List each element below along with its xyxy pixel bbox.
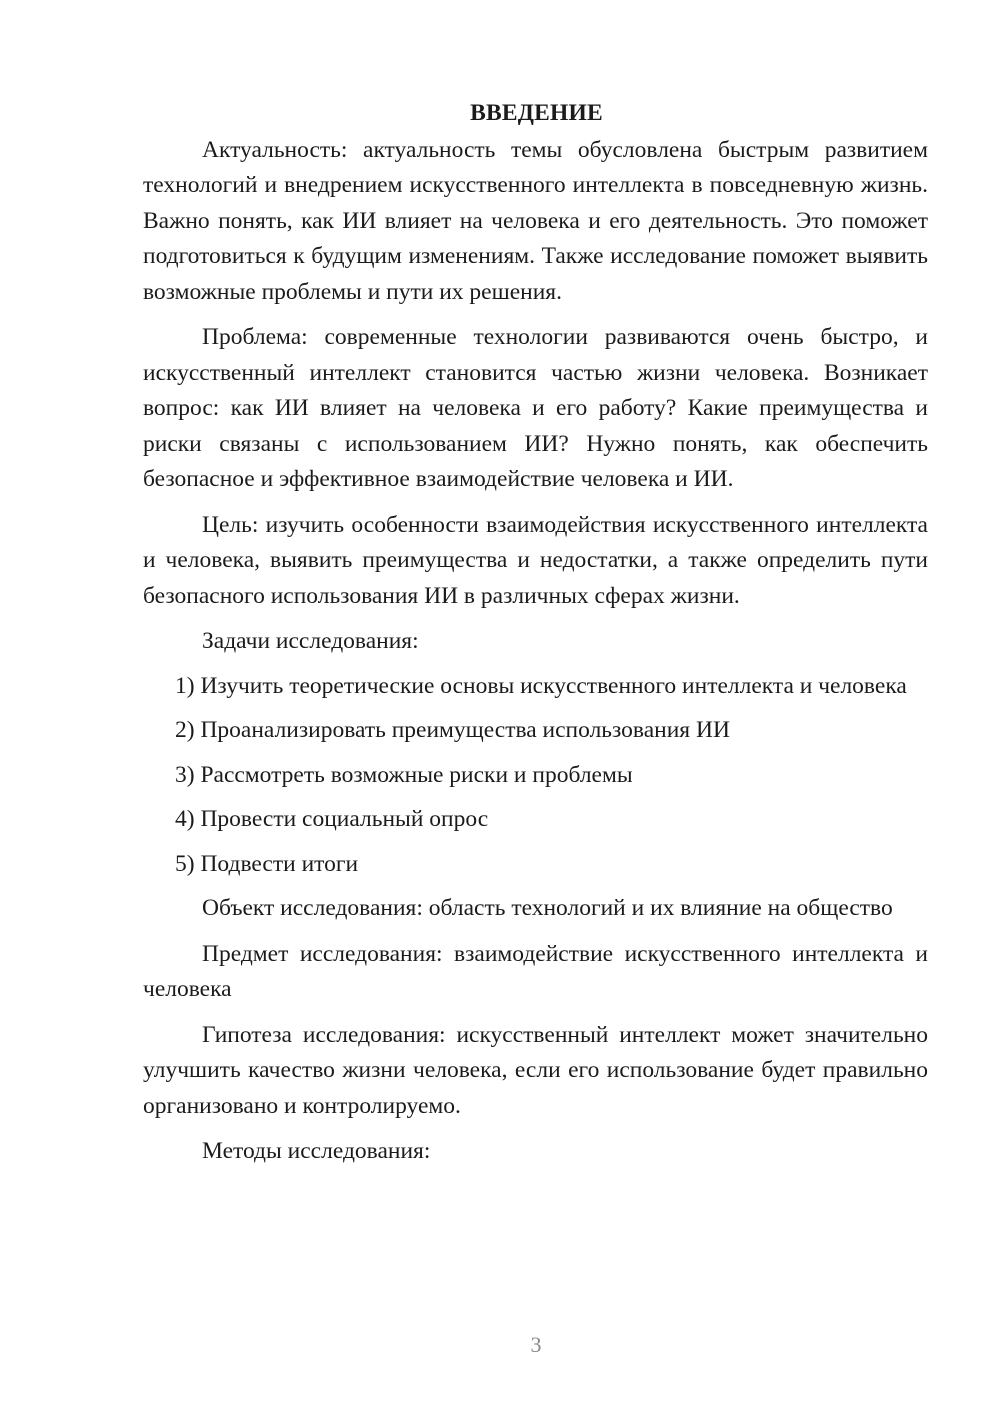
tasks-title: Задачи исследования:: [202, 628, 419, 654]
subject-paragraph: Предмет исследования: взаимодействие искусственного интеллекта и человека: [143, 940, 928, 1002]
page-content: [143, 96, 928, 1180]
goal-paragraph: Цель: изучить особенности взаимодействия искусственного интеллекта и человека, выявить преимущества и недостатки, а также определить пути безопасного использования ИИ в различных сферах жизни.: [143, 511, 928, 609]
hypothesis-paragraph: Гипотеза исследования: искусственный интеллект может значительно улучшить качество жизни человека, если его использование будет правильно организовано и контролируемо.: [143, 1021, 928, 1119]
section-heading: ВВЕДЕНИЕ: [470, 100, 603, 126]
page-number: 3: [530, 1332, 542, 1357]
relevance-paragraph: Актуальность: актуальность темы обусловлена быстрым развитием технологий и внедрением искусственного интеллекта в повседневную жизнь. Важно понять, как ИИ влияет на человека и его деятельность. Это поможет подготовиться к будущим изменениям. Также исследование поможет выявить возможные проблемы и пути их решения.: [143, 136, 928, 305]
task-item-2: 2) Проанализировать преимущества использования ИИ: [175, 717, 730, 743]
object-paragraph: Объект исследования: область технологий и их влияние на общество: [202, 895, 893, 921]
methods-title: Методы исследования:: [202, 1138, 431, 1164]
task-item-3: 3) Рассмотреть возможные риски и проблемы: [175, 761, 633, 788]
problem-paragraph: Проблема: современные технологии развиваются очень быстро, и искусственный интеллект становится частью жизни человека. Возникает вопрос: как ИИ влияет на человека и его работу? Какие преимущества и риски связаны с использованием ИИ? Нужно понять, как обеспечить безопасное и эффективное взаимодействие человека и ИИ.: [143, 324, 928, 492]
task-item-4: 4) Провести социальный опрос: [175, 806, 489, 832]
task-item-1: 1) Изучить теоретические основы искусственного интеллекта и человека: [175, 672, 907, 699]
task-item-5: 5) Подвести итоги: [175, 850, 359, 877]
